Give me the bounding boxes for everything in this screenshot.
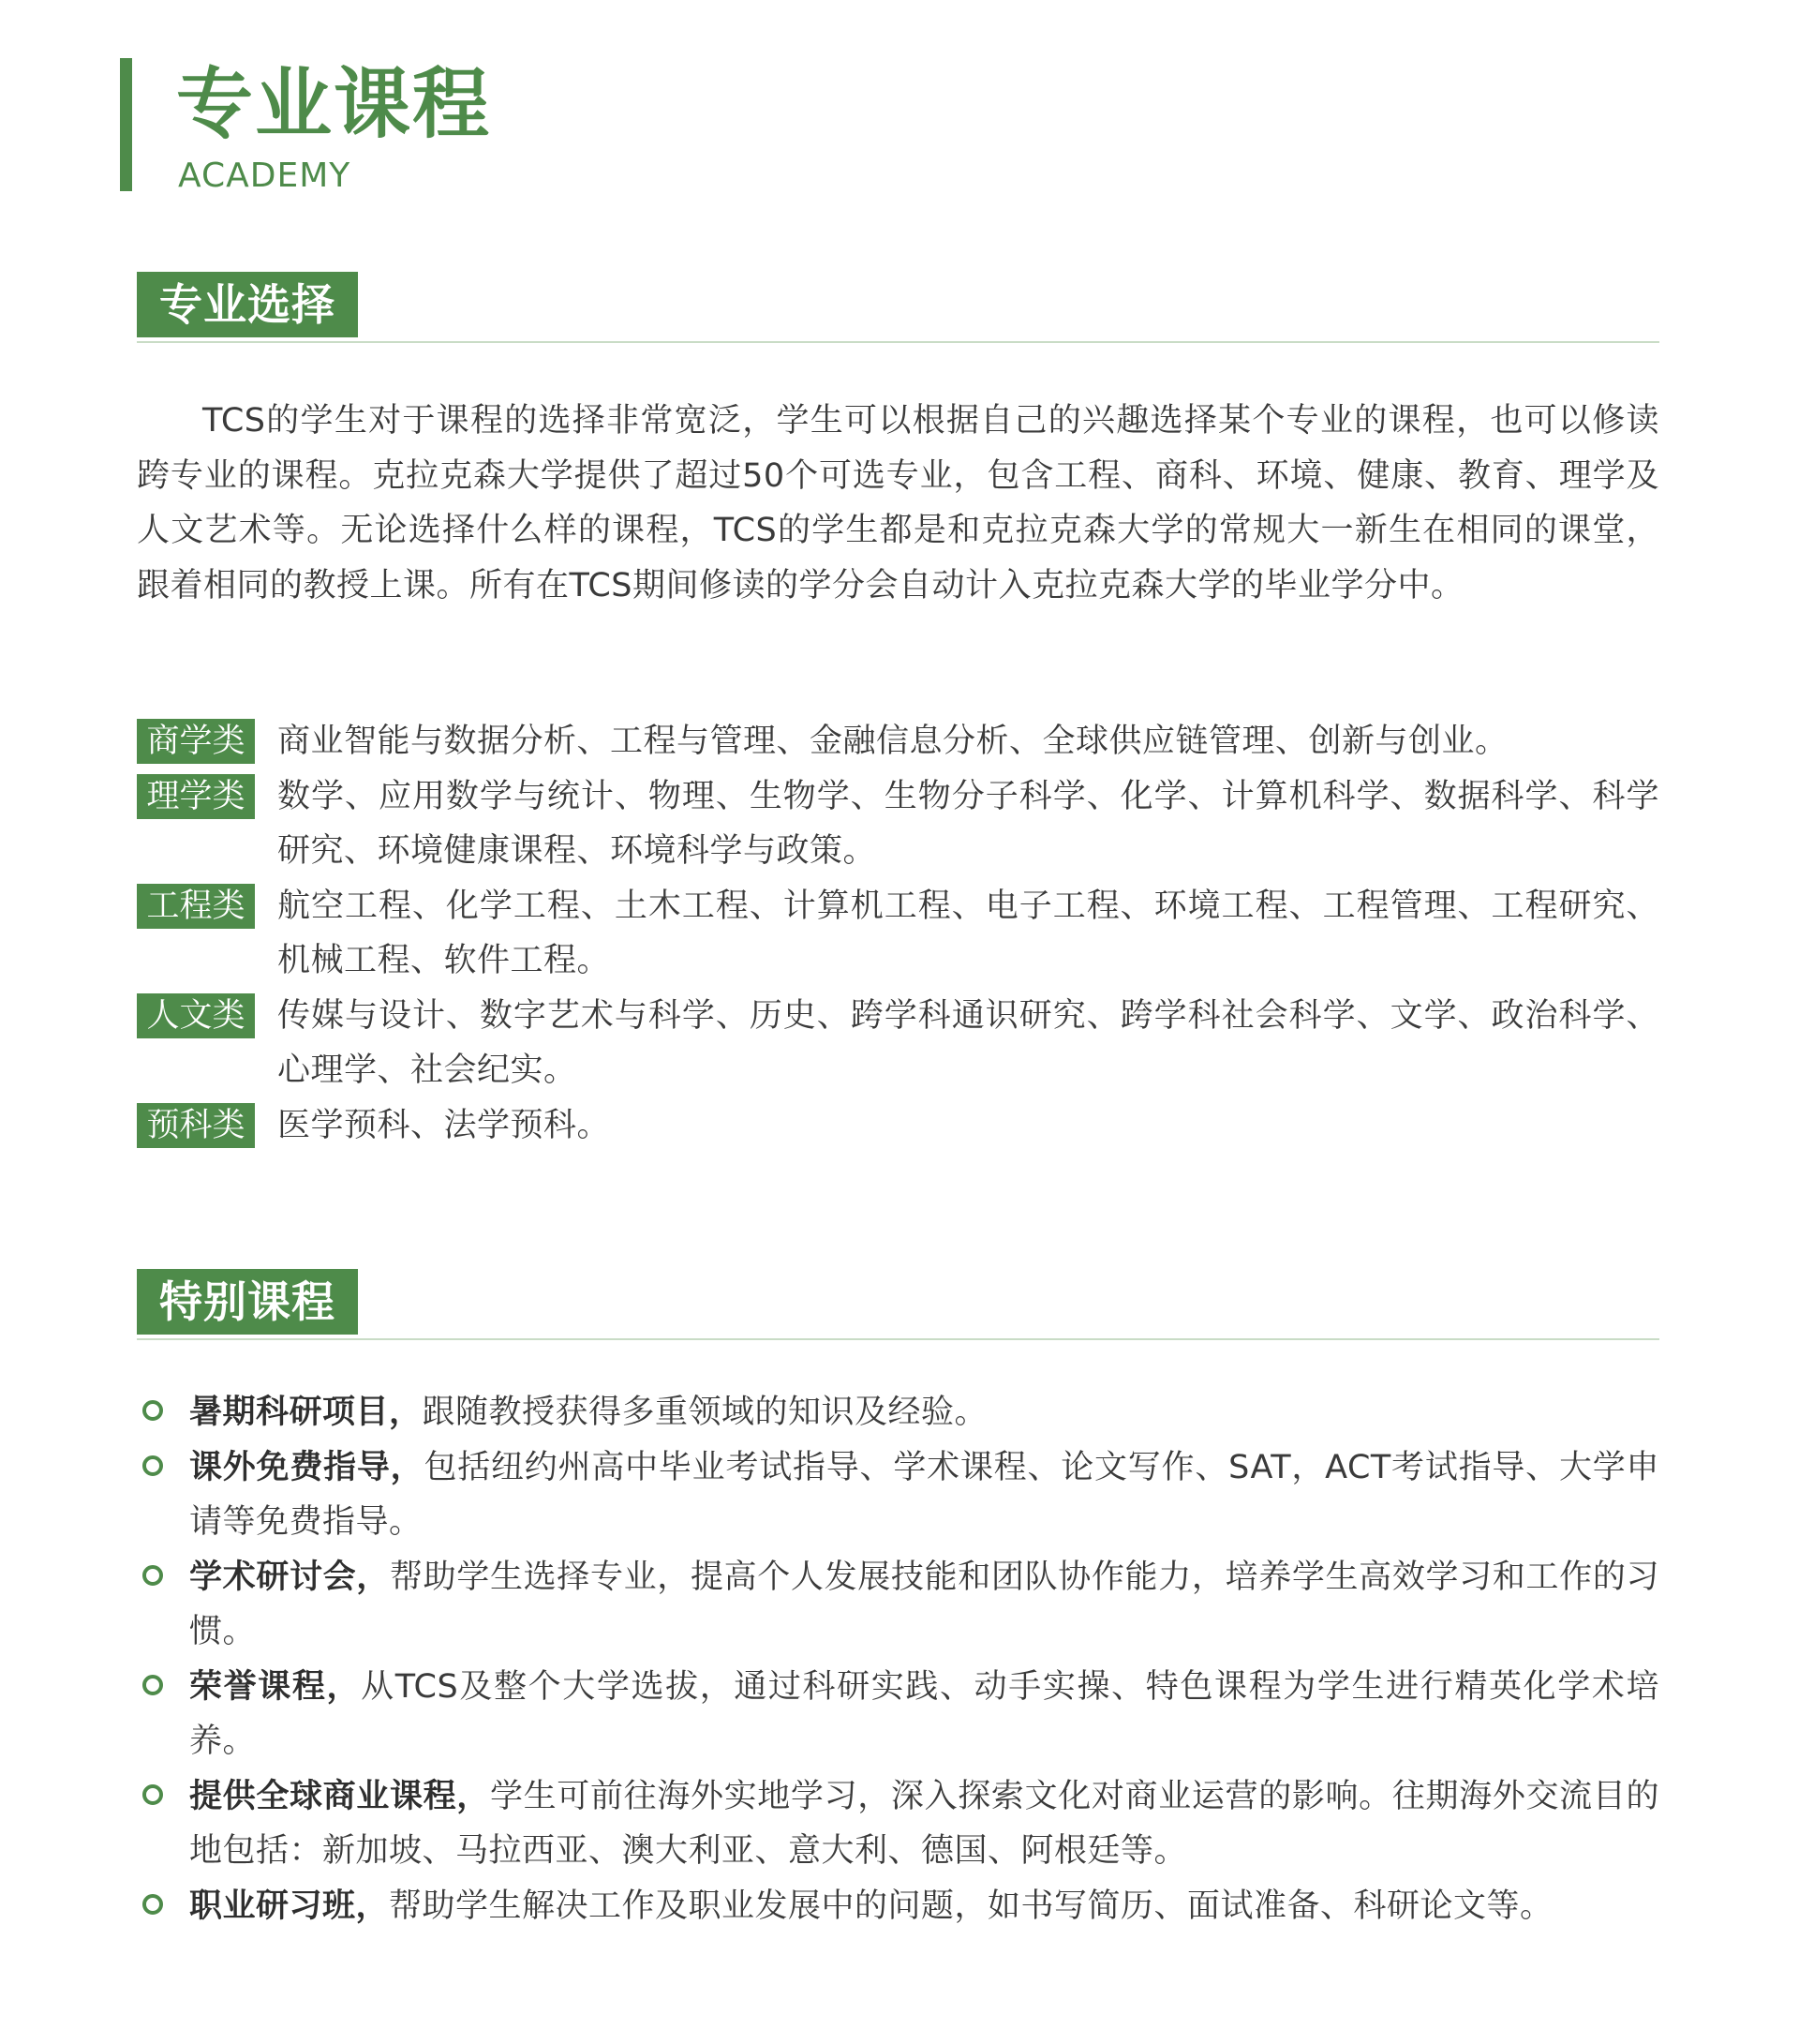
circle-bullet-icon xyxy=(142,1894,163,1915)
category-text: 航空工程、化学工程、土木工程、计算机工程、电子工程、环境工程、工程管理、工程研究、机械工程、软件工程。 xyxy=(277,887,1659,979)
list-item xyxy=(137,1879,1659,1934)
item-text: 帮助学生解决工作及职业发展中的问题，如书写简历、面试准备、科研论文等。 xyxy=(389,1887,1554,1925)
section-major-selection xyxy=(137,272,1659,343)
circle-bullet-icon xyxy=(142,1400,163,1421)
section-title: 专业选择 xyxy=(137,272,358,337)
category-tag: 商学类 xyxy=(137,719,255,764)
section-divider xyxy=(137,1338,1659,1340)
category-tag: 理学类 xyxy=(137,774,255,819)
list-item xyxy=(137,1660,1659,1769)
category-text: 传媒与设计、数字艺术与科学、历史、跨学科通识研究、跨学科社会科学、文学、政治科学、心理学、社会纪实。 xyxy=(277,996,1659,1089)
section-special-courses xyxy=(137,1269,1659,1340)
category-list xyxy=(137,714,1659,1153)
page-header xyxy=(120,58,682,195)
item-text: 从TCS及整个大学选拔，通过科研实践、动手实操、特色课程为学生进行精英化学术培养。 xyxy=(189,1667,1659,1760)
category-text: 数学、应用数学与统计、物理、生物学、生物分子科学、化学、计算机科学、数据科学、科学研究、环境健康课程、环境科学与政策。 xyxy=(277,777,1659,870)
category-row xyxy=(137,879,1659,989)
item-text: 包括纽约州高中毕业考试指导、学术课程、论文写作、SAT，ACT考试指导、大学申请等免费指导。 xyxy=(189,1448,1659,1541)
category-row xyxy=(137,1098,1659,1154)
item-text: 学生可前往海外实地学习，深入探索文化对商业运营的影响。往期海外交流目的地包括：新加坡、马拉西亚、澳大利亚、意大利、德国、阿根廷等。 xyxy=(189,1777,1659,1870)
item-title: 提供全球商业课程， xyxy=(189,1777,490,1815)
circle-bullet-icon xyxy=(142,1675,163,1695)
header-accent-bar xyxy=(120,58,132,191)
page-subtitle: ACADEMY xyxy=(178,157,351,195)
list-item xyxy=(137,1385,1659,1440)
item-text: 帮助学生选择专业，提高个人发展技能和团队协作能力，培养学生高效学习和工作的习惯。 xyxy=(189,1558,1659,1650)
item-title: 暑期科研项目， xyxy=(189,1394,423,1431)
category-text: 医学预科、法学预科。 xyxy=(277,1106,611,1144)
special-course-list xyxy=(137,1385,1659,1933)
circle-bullet-icon xyxy=(142,1455,163,1476)
list-item xyxy=(137,1440,1659,1550)
category-tag: 预科类 xyxy=(137,1103,255,1148)
category-tag: 工程类 xyxy=(137,884,255,929)
section-title: 特别课程 xyxy=(137,1269,358,1335)
item-title: 职业研习班， xyxy=(189,1887,390,1925)
category-row xyxy=(137,989,1659,1098)
list-item xyxy=(137,1769,1659,1879)
item-text: 跟随教授获得多重领域的知识及经验。 xyxy=(422,1394,989,1431)
item-title: 荣誉课程， xyxy=(189,1667,362,1706)
circle-bullet-icon xyxy=(142,1565,163,1586)
item-title: 课外免费指导， xyxy=(189,1448,424,1486)
category-row xyxy=(137,714,1659,769)
category-tag: 人文类 xyxy=(137,993,255,1038)
intro-paragraph: TCS的学生对于课程的选择非常宽泛，学生可以根据自己的兴趣选择某个专业的课程，也可以修读跨专业的课程。克拉克森大学提供了超过50个可选专业，包含工程、商科、环境、健康、教育、理学及人文艺术等。无论选择什么样的课程，TCS的学生都是和克拉克森大学的常规大一新生在相同的课堂，跟着相同的教授上课。所有在TCS期间修读的学分会自动计入克拉克森大学的毕业学分中。 xyxy=(137,402,1659,604)
circle-bullet-icon xyxy=(142,1784,163,1805)
section-divider xyxy=(137,341,1659,343)
item-title: 学术研讨会， xyxy=(189,1558,390,1596)
page-title: 专业课程 xyxy=(176,60,492,149)
category-row xyxy=(137,769,1659,879)
category-text: 商业智能与数据分析、工程与管理、金融信息分析、全球供应链管理、创新与创业。 xyxy=(277,723,1509,760)
list-item xyxy=(137,1550,1659,1660)
